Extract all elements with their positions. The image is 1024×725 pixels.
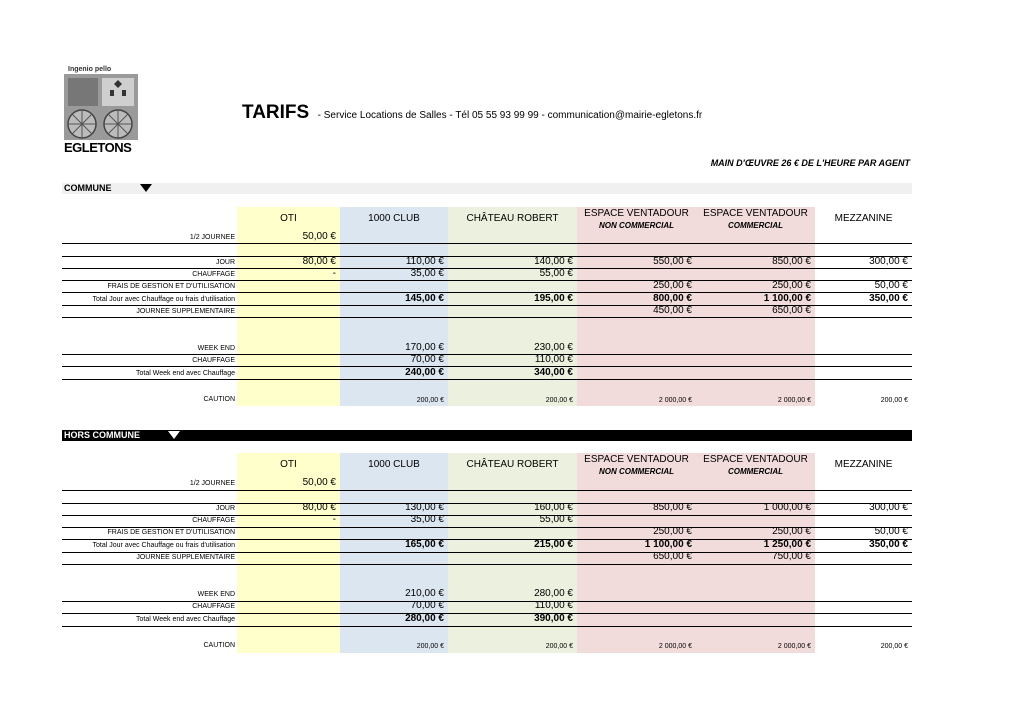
table-cell: 250,00 € bbox=[653, 280, 692, 291]
row-label: CHAUFFAGE bbox=[192, 517, 235, 524]
column-header-label: 1000 CLUB bbox=[368, 459, 420, 470]
row-label: 1/2 JOURNEE bbox=[189, 234, 235, 241]
table-cell: 210,00 € bbox=[405, 588, 444, 599]
column-header bbox=[448, 213, 577, 225]
table-cell: 550,00 € bbox=[653, 256, 692, 267]
row-label: Total Jour avec Chauffage ou frais d'utilisation bbox=[92, 296, 235, 303]
table-cell: 300,00 € bbox=[869, 256, 908, 267]
table-cell: 110,00 € bbox=[534, 600, 573, 611]
table-cell: 55,00 € bbox=[539, 268, 573, 279]
table-cell: 850,00 € bbox=[772, 256, 811, 267]
row-label: 1/2 JOURNEE bbox=[189, 480, 235, 487]
labour-note: MAIN D'ŒUVRE 26 € DE L'HEURE PAR AGENT bbox=[710, 158, 910, 168]
table-cell: 130,00 € bbox=[405, 502, 444, 513]
column-header bbox=[340, 213, 448, 225]
column-header bbox=[237, 459, 340, 471]
table-cell: 450,00 € bbox=[653, 305, 692, 316]
column-header bbox=[448, 459, 577, 471]
table-cell: 200,00 € bbox=[545, 397, 573, 404]
column-header-sub: NON COMMERCIAL bbox=[598, 221, 675, 230]
table-cell: 800,00 € bbox=[653, 293, 692, 304]
column-header-label: CHÂTEAU ROBERT bbox=[466, 213, 559, 224]
table-cell: 110,00 € bbox=[405, 256, 444, 267]
column-header bbox=[696, 208, 815, 232]
table-cell: 50,00 € bbox=[874, 526, 908, 537]
column-header-label: ESPACE VENTADOUR bbox=[584, 208, 689, 219]
table-cell: 80,00 € bbox=[302, 502, 336, 513]
table-cell: 250,00 € bbox=[772, 280, 811, 291]
table-cell: 350,00 € bbox=[869, 293, 908, 304]
table-cell: 200,00 € bbox=[880, 643, 908, 650]
table-cell: 200,00 € bbox=[416, 643, 444, 650]
table-cell: 250,00 € bbox=[653, 526, 692, 537]
table-cell: 215,00 € bbox=[534, 539, 573, 550]
row-label: CAUTION bbox=[203, 396, 235, 403]
table-cell: 70,00 € bbox=[410, 354, 444, 365]
table-cell: 2 000,00 € bbox=[658, 397, 692, 404]
table-cell: 160,00 € bbox=[534, 502, 573, 513]
section-commune-label: COMMUNE bbox=[64, 183, 112, 193]
column-header bbox=[237, 213, 340, 225]
table-cell: 250,00 € bbox=[772, 526, 811, 537]
table-cell: 50,00 € bbox=[302, 231, 336, 242]
column-header-label: OTI bbox=[280, 213, 297, 224]
table-cell: 280,00 € bbox=[534, 588, 573, 599]
table-cell: 1 100,00 € bbox=[763, 293, 811, 304]
row-divider bbox=[62, 564, 912, 565]
section-hors-commune-label: HORS COMMUNE bbox=[64, 430, 140, 440]
row-divider bbox=[62, 243, 912, 244]
row-label: Total Jour avec Chauffage ou frais d'utilisation bbox=[92, 542, 235, 549]
table-cell: 80,00 € bbox=[302, 256, 336, 267]
column-header bbox=[815, 459, 912, 471]
table-cell: 200,00 € bbox=[416, 397, 444, 404]
row-label: JOUR bbox=[215, 505, 235, 512]
table-cell: - bbox=[332, 268, 336, 279]
table-cell: 145,00 € bbox=[405, 293, 444, 304]
row-label: JOURNEE SUPPLEMENTAIRE bbox=[136, 308, 235, 315]
row-divider bbox=[62, 626, 912, 627]
table-cell: 650,00 € bbox=[772, 305, 811, 316]
row-label: Total Week end avec Chauffage bbox=[136, 370, 235, 377]
column-header-sub: COMMERCIAL bbox=[727, 467, 784, 476]
column-header-label: ESPACE VENTADOUR bbox=[703, 454, 808, 465]
table-cell: 110,00 € bbox=[534, 354, 573, 365]
table-cell: 35,00 € bbox=[410, 514, 444, 525]
table-cell: 230,00 € bbox=[534, 342, 573, 353]
column-header bbox=[815, 213, 912, 225]
row-divider bbox=[62, 490, 912, 491]
table-cell: 850,00 € bbox=[653, 502, 692, 513]
column-header-label: OTI bbox=[280, 459, 297, 470]
row-label: CHAUFFAGE bbox=[192, 271, 235, 278]
row-label: CAUTION bbox=[203, 642, 235, 649]
row-label: WEEK END bbox=[197, 591, 235, 598]
title-main: TARIFS bbox=[242, 102, 310, 123]
row-label: FRAIS DE GESTION ET D'UTILISATION bbox=[107, 529, 235, 536]
logo-town: EGLETONS bbox=[64, 140, 132, 155]
row-label: CHAUFFAGE bbox=[192, 603, 235, 610]
table-cell: 650,00 € bbox=[653, 551, 692, 562]
table-cell: 280,00 € bbox=[405, 613, 444, 624]
title-subtitle: - Service Locations de Salles - Tél 05 55 93 99 99 - communication@mairie-egletons.fr bbox=[317, 110, 703, 121]
column-header-label: ESPACE VENTADOUR bbox=[584, 454, 689, 465]
row-label: Total Week end avec Chauffage bbox=[136, 616, 235, 623]
table-cell: 240,00 € bbox=[405, 367, 444, 378]
table-cell: 1 250,00 € bbox=[763, 539, 811, 550]
column-header bbox=[577, 454, 696, 478]
column-header-sub: NON COMMERCIAL bbox=[598, 467, 675, 476]
table-cell: 55,00 € bbox=[539, 514, 573, 525]
table-cell: 35,00 € bbox=[410, 268, 444, 279]
table-cell: 200,00 € bbox=[880, 397, 908, 404]
table-cell: 170,00 € bbox=[405, 342, 444, 353]
row-label: FRAIS DE GESTION ET D'UTILISATION bbox=[107, 283, 235, 290]
column-header bbox=[577, 208, 696, 232]
dropdown-arrow-icon[interactable] bbox=[168, 431, 180, 439]
table-cell: 50,00 € bbox=[302, 477, 336, 488]
page-title bbox=[242, 102, 702, 124]
column-header-label: MEZZANINE bbox=[834, 213, 893, 224]
table-cell: 140,00 € bbox=[534, 256, 573, 267]
column-header-label: MEZZANINE bbox=[834, 459, 893, 470]
table-cell: 2 000,00 € bbox=[777, 643, 811, 650]
row-label: WEEK END bbox=[197, 345, 235, 352]
table-cell: 350,00 € bbox=[869, 539, 908, 550]
row-divider bbox=[62, 317, 912, 318]
row-label: CHAUFFAGE bbox=[192, 357, 235, 364]
table-cell: - bbox=[332, 514, 336, 525]
table-cell: 195,00 € bbox=[534, 293, 573, 304]
row-label: JOURNEE SUPPLEMENTAIRE bbox=[136, 554, 235, 561]
table-cell: 300,00 € bbox=[869, 502, 908, 513]
column-header-label: 1000 CLUB bbox=[368, 213, 420, 224]
table-cell: 1 000,00 € bbox=[763, 502, 811, 513]
logo-motto: Ingenio pello bbox=[68, 66, 112, 73]
table-cell: 2 000,00 € bbox=[777, 397, 811, 404]
row-label: JOUR bbox=[215, 259, 235, 266]
table-cell: 50,00 € bbox=[874, 280, 908, 291]
row-divider bbox=[62, 379, 912, 380]
dropdown-arrow-icon[interactable] bbox=[140, 184, 152, 192]
column-header bbox=[340, 459, 448, 471]
table-cell: 70,00 € bbox=[410, 600, 444, 611]
table-cell: 1 100,00 € bbox=[644, 539, 692, 550]
column-header-sub: COMMERCIAL bbox=[727, 221, 784, 230]
section-hors-commune bbox=[62, 430, 912, 441]
table-cell: 2 000,00 € bbox=[658, 643, 692, 650]
table-cell: 165,00 € bbox=[405, 539, 444, 550]
table-cell: 340,00 € bbox=[534, 367, 573, 378]
column-header-label: CHÂTEAU ROBERT bbox=[466, 459, 559, 470]
table-cell: 200,00 € bbox=[545, 643, 573, 650]
table-cell: 750,00 € bbox=[772, 551, 811, 562]
column-header bbox=[696, 454, 815, 478]
table-cell: 390,00 € bbox=[534, 613, 573, 624]
section-commune bbox=[62, 183, 912, 194]
column-header-label: ESPACE VENTADOUR bbox=[703, 208, 808, 219]
